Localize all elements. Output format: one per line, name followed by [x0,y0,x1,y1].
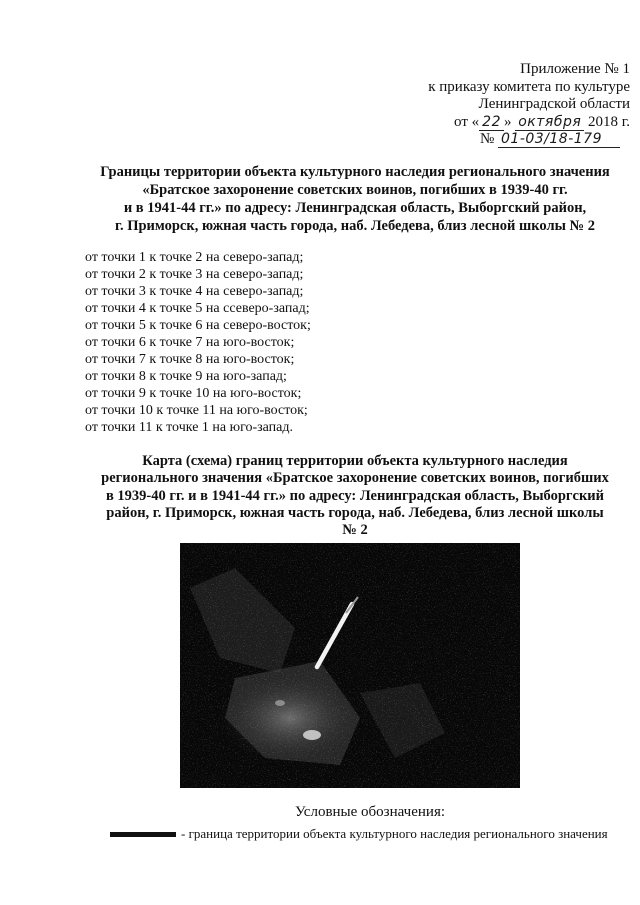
date-year: 2018 г. [584,113,630,130]
map-title-line: Карта (схема) границ территории объекта культурного наследия [142,453,568,469]
map-title-line: регионального значения «Братское захоронение советских воинов, погибших [101,470,609,487]
map-title [60,453,640,539]
boundary-points-list [85,249,311,436]
order-number-line [330,131,630,149]
list-item: от точки 2 к точке 3 на северо-запад; [85,267,304,282]
map-title-line: № 2 [342,522,368,539]
boundary-line-symbol [110,832,176,837]
document-title [60,163,640,235]
list-item: от точки 4 к точке 5 на ссеверо-запад; [85,301,310,316]
title-line: «Братское захоронение советских воинов, погибших в 1939-40 гг. [142,182,568,198]
date-day-handwritten: 22 [479,114,504,131]
region-line: Ленинградской области [478,96,630,112]
list-item: от точки 8 к точке 9 на юго-запад; [85,369,287,384]
list-item: от точки 7 к точке 8 на юго-восток; [85,352,295,367]
list-item: от точки 11 к точке 1 на юго-запад. [85,420,294,435]
date-month-handwritten: октября [515,114,584,131]
map-title-line: район, г. Приморск, южная часть города, наб. Лебедева, близ лесной школы [106,504,604,521]
date-close-quote: » [503,113,512,130]
list-item: от точки 6 к точке 7 на юго-восток; [85,335,295,350]
list-item: от точки 10 к точке 11 на юго-восток; [85,403,308,418]
order-reference: к приказу комитета по культуре [428,78,630,95]
title-line: г. Приморск, южная часть города, наб. Лебедева, близ лесной школы № 2 [115,218,595,234]
map-bright-spot [275,700,285,706]
date-prefix: от « [454,113,480,130]
map-texture [180,543,520,788]
appendix-label: Приложение № 1 [520,61,630,77]
appendix-header [330,61,630,149]
legend-heading: Условные обозначения: [294,804,446,820]
title-line: Границы территории объекта культурного наследия регионального значения [100,164,610,180]
date-line [330,114,630,132]
map-bright-spot [303,730,321,740]
number-sign: № [479,131,498,147]
title-line: и в 1941-44 гг.» по адресу: Ленинградская область, Выборгский район, [123,200,587,216]
list-item: от точки 1 к точке 2 на северо-запад; [85,250,304,265]
legend-item-label: - граница территории объекта культурного наследия регионального значения [181,826,608,841]
order-number-handwritten: 01-03/18-179 [498,131,620,148]
map-title-line: в 1939-40 гг. и в 1941-44 гг.» по адресу: Ленинградская область, Выборгский [105,487,605,504]
legend-item [110,826,608,842]
list-item: от точки 3 к точке 4 на северо-запад; [85,284,304,299]
map-svg [180,543,520,788]
map-scheme-image [180,543,520,788]
list-item: от точки 9 к точке 10 на юго-восток; [85,386,302,401]
list-item: от точки 5 к точке 6 на северо-восток; [85,318,311,333]
